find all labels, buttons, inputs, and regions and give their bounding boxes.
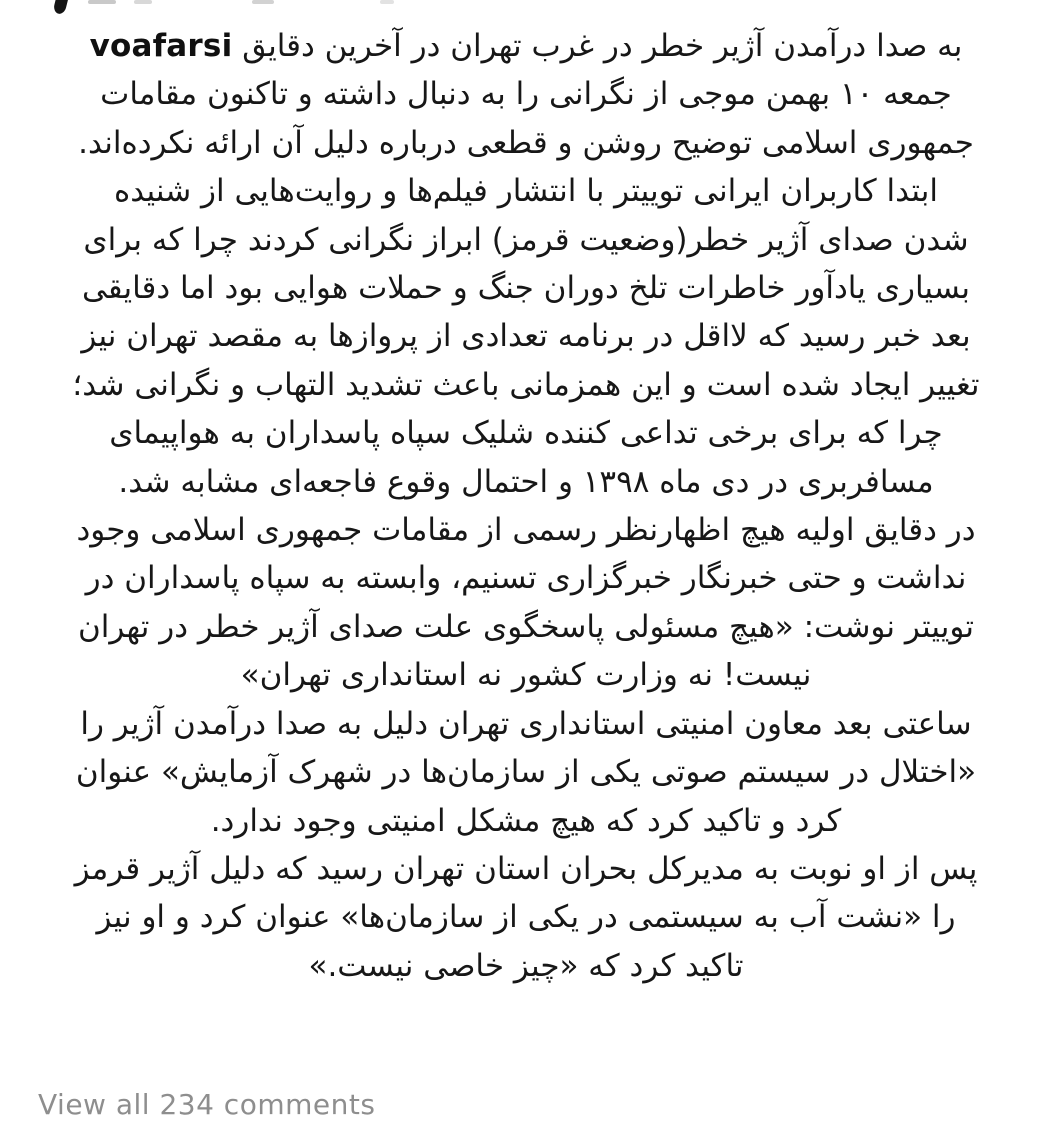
caption-line: نداشت و حتی خبرنگار خبرگزاری تسنیم، وابسته به سپاه پاسداران در xyxy=(85,560,967,597)
caption-line: مسافربری در دی ماه ۱۳۹۸ و احتمال وقوع فاجعه‌ای مشابه شد. xyxy=(118,463,934,500)
caption-line: تاکید کرد که «چیز خاصی نیست.» xyxy=(308,947,744,984)
caption-line: بعد خبر رسید که لااقل در برنامه تعدادی از پروازها به مقصد تهران نیز xyxy=(81,318,971,355)
caption-line: شدن صدای آژیر خطر(وضعیت قرمز) ابراز نگرانی کردند چرا که برای xyxy=(83,221,969,258)
caption-line xyxy=(22,22,1030,70)
caption-line: در دقایق اولیه هیچ اظهارنظر رسمی از مقامات جمهوری اسلامی وجود xyxy=(76,512,976,549)
comma-tail-fragment xyxy=(53,0,70,15)
caption-line: تغییر ایجاد شده است و این همزمانی باعث تشدید التهاب و نگرانی شد؛ xyxy=(72,366,980,403)
caption-line: جمهوری اسلامی توضیح روشن و قطعی درباره دلیل آن ارائه نکرده‌اند. xyxy=(78,124,974,161)
caption-line: بسیاری یادآور خاطرات تلخ دوران جنگ و حملات هوایی بود اما دقایقی xyxy=(81,270,971,307)
caption-line: را «نشت آب به سیستمی در یکی از سازمان‌ها» عنوان کرد و او نیز xyxy=(96,899,956,936)
caption-line: «اختلال در سیستم صوتی یکی از سازمان‌ها در شهرک آزمایش» عنوان xyxy=(75,754,977,791)
caption-line: نیست! نه وزارت کشور نه استانداری تهران» xyxy=(240,657,812,694)
text-smudge-fragment xyxy=(88,0,116,4)
post-caption xyxy=(22,22,1030,990)
username-link[interactable]: voafarsi xyxy=(89,28,233,64)
view-comments-link[interactable]: View all 234 comments xyxy=(38,1088,376,1121)
caption-line: توییتر نوشت: «هیچ مسئولی پاسخگوی علت صدای آژیر خطر در تهران xyxy=(77,608,975,645)
caption-line: چرا که برای برخی تداعی کننده شلیک سپاه پاسداران به هواپیمای xyxy=(109,415,943,452)
text-smudge-fragment xyxy=(134,0,152,4)
text-smudge-fragment xyxy=(252,0,274,4)
caption-line: ساعتی بعد معاون امنیتی استانداری تهران دلیل به صدا درآمدن آژیر را xyxy=(80,705,972,742)
text-smudge-fragment xyxy=(380,0,394,4)
caption-text: به صدا درآمدن آژیر خطر در غرب تهران در آخرین دقایق xyxy=(242,28,963,64)
caption-line: کرد و تاکید کرد که هیچ مشکل امنیتی وجود ندارد. xyxy=(210,802,842,839)
caption-line: ابتدا کاربران ایرانی توییتر با انتشار فیلم‌ها و روایت‌هایی از شنیده xyxy=(113,173,939,210)
caption-line: جمعه ۱۰ بهمن موجی از نگرانی را به دنبال داشته و تاکنون مقامات xyxy=(100,76,952,113)
caption-line: پس از او نوبت به مدیرکل بحران استان تهران رسید که دلیل آژیر قرمز xyxy=(74,850,978,887)
